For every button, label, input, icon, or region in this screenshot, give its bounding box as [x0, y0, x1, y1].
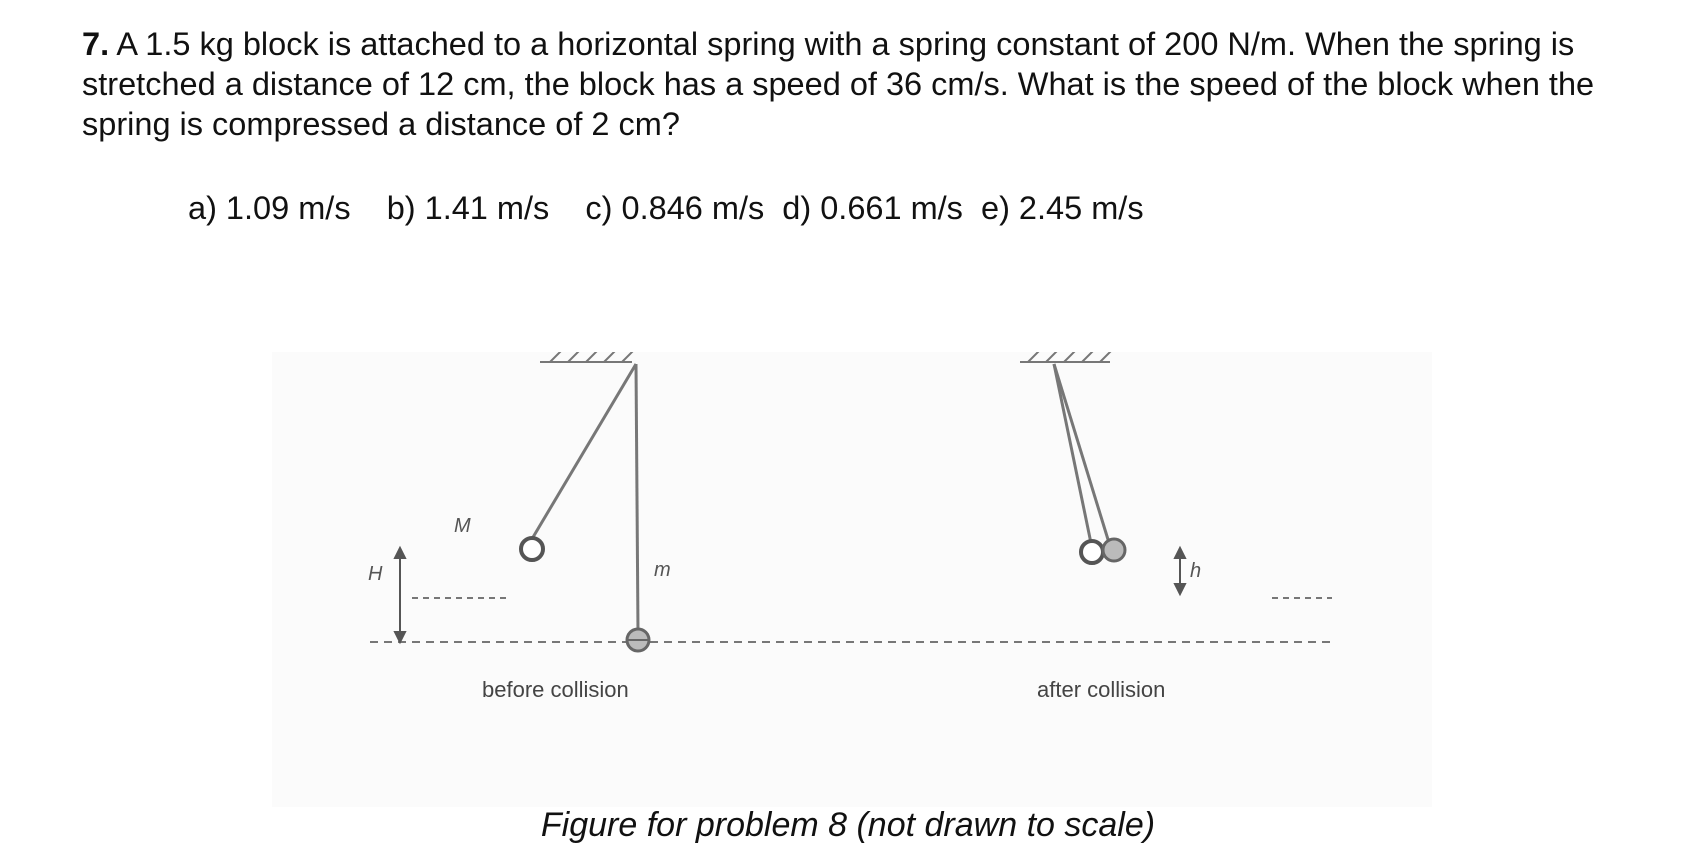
answer-choices	[188, 188, 1144, 228]
pendulum-diagram	[272, 352, 1432, 807]
ball-M	[521, 538, 543, 560]
problem-number: 7.	[82, 26, 110, 62]
h-arrow	[1175, 548, 1185, 594]
string-M	[526, 364, 636, 549]
ball-after-m	[1103, 539, 1125, 561]
figure-caption: Figure for problem 8 (not drawn to scale)	[540, 806, 1156, 844]
label-after-collision: after collision	[1037, 677, 1166, 702]
choice-b: b) 1.41 m/s	[386, 190, 550, 226]
pendulum-figure	[272, 352, 1432, 807]
H-arrow	[395, 548, 405, 642]
ceiling-left	[540, 352, 636, 362]
ceiling-right	[1020, 352, 1114, 362]
choice-d: d) 0.661 m/s	[782, 190, 963, 226]
label-H: H	[368, 563, 383, 585]
choice-a: a) 1.09 m/s	[188, 190, 351, 226]
problem-statement	[82, 24, 1642, 144]
ball-after-M	[1081, 541, 1103, 563]
label-h: h	[1190, 560, 1202, 582]
label-M: M	[454, 515, 471, 537]
label-before-collision: before collision	[482, 677, 629, 702]
string-after-2	[1054, 364, 1110, 546]
choice-c: c) 0.846 m/s	[585, 190, 765, 226]
problem-text: A 1.5 kg block is attached to a horizontal spring with a spring constant of 200 N/m. When the spring is stretched a distance of 12 cm, the block has a speed of 36 cm/s. What is the speed of the block when the spring is compressed a distance of 2 cm?	[82, 26, 1595, 142]
string-after-1	[1054, 364, 1092, 548]
choice-e: e) 2.45 m/s	[981, 190, 1144, 226]
label-m: m	[654, 559, 671, 581]
string-m	[636, 364, 638, 632]
